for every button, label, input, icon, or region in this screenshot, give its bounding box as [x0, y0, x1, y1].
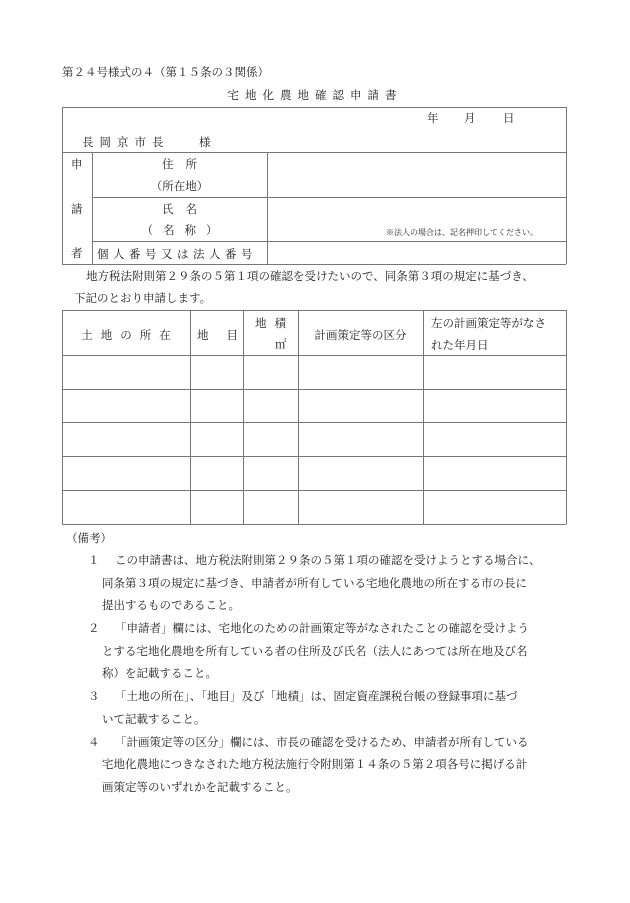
cell-category[interactable] — [191, 491, 242, 523]
cell-plan-date[interactable] — [424, 356, 565, 388]
cell-plan-type[interactable] — [299, 491, 422, 523]
cell-location[interactable] — [63, 457, 189, 489]
name-label: 氏名 — [162, 202, 209, 216]
cell-category[interactable] — [191, 457, 242, 489]
cell-location[interactable] — [63, 390, 189, 422]
cell-area[interactable] — [244, 457, 297, 489]
remark-line: この申請書は、地方税法附則第２９条の５第１項の確認を受けようとする場合に、 — [115, 553, 541, 567]
honorific: 様 — [199, 135, 211, 149]
addressee: 長岡京市長 — [82, 135, 170, 149]
cell-plan-type[interactable] — [299, 356, 422, 388]
header-area: 地積 — [255, 316, 294, 330]
remark-line: いて記載すること。 — [102, 711, 206, 726]
statement-line-1: 地方税法附則第２９条の５第１項の確認を受けたいので、同条第３項の規定に基づき、 — [86, 269, 534, 283]
remark-number: １ — [88, 553, 100, 567]
address-label: 住所 — [162, 157, 209, 171]
statement-line-2: 下記のとおり申請します。 — [74, 291, 212, 305]
address-field[interactable] — [268, 153, 565, 196]
cell-area[interactable] — [244, 423, 297, 455]
header-area-unit: ㎡ — [275, 337, 287, 351]
cell-plan-type[interactable] — [299, 423, 422, 455]
cell-plan-date[interactable] — [424, 423, 565, 455]
cell-plan-type[interactable] — [299, 390, 422, 422]
remark-line: 提出するものであること。 — [102, 598, 240, 612]
cell-plan-date[interactable] — [424, 491, 565, 523]
cell-category[interactable] — [191, 390, 242, 422]
remarks-heading: （備考） — [66, 531, 112, 545]
cell-plan-type[interactable] — [299, 457, 422, 489]
cell-area[interactable] — [244, 356, 297, 388]
remark-line: 画策定等のいずれかを記載すること。 — [102, 779, 298, 794]
header-location: 土地の所在 — [81, 328, 179, 342]
applicant-side-label-2: 請 — [71, 202, 83, 216]
remark-number: ３ — [88, 689, 100, 703]
date-year: 年 — [427, 111, 439, 125]
page-title: 宅地化農地確認申請書 — [227, 88, 403, 102]
header-plan-date-1: 左の計画策定等がなさ — [431, 316, 546, 330]
name-note: ※法人の場合は、記名押印してください。 — [386, 228, 538, 237]
remark-line: 宅地化農地につきなされた地方税法施行令附則第１４条の５第２項各号に掲げる計 — [102, 757, 528, 771]
applicant-side-label-3: 者 — [71, 246, 83, 260]
applicant-side-label-1: 申 — [71, 157, 83, 171]
remark-number: ４ — [88, 734, 100, 749]
cell-area[interactable] — [244, 491, 297, 523]
date-field[interactable] — [440, 122, 540, 146]
cell-category[interactable] — [191, 423, 242, 455]
cell-plan-date[interactable] — [424, 457, 565, 489]
header-plan-type: 計画策定等の区分 — [314, 328, 407, 342]
remark-line: 同条第３項の規定に基づき、申請者が所有している宅地化農地の所在する市の長に — [102, 575, 528, 590]
address-sublabel: （所在地） — [150, 179, 209, 193]
header-category: 地目 — [197, 328, 256, 342]
remark-line: 「計画策定等の区分」欄には、市長の確認を受けるため、申請者が所有している — [115, 734, 529, 749]
cell-area[interactable] — [244, 390, 297, 422]
name-sublabel: （名称） — [141, 223, 228, 237]
id-number-label: 個人番号又は法人番号 — [97, 247, 257, 261]
cell-location[interactable] — [63, 423, 189, 455]
remark-line: とする宅地化農地を所有している者の住所及び氏名（法人にあつては所在地及び名 — [102, 643, 528, 658]
remark-number: ２ — [88, 621, 100, 635]
form-number: 第２４号様式の４（第１５条の３関係） — [62, 65, 269, 79]
remark-line: 「土地の所在」、「地目」及び「地積」は、固定資産課税台帳の登録事項に基づ — [115, 689, 518, 703]
cell-category[interactable] — [191, 356, 242, 388]
header-plan-date-2: れた年月日 — [431, 338, 489, 352]
cell-location[interactable] — [63, 491, 189, 523]
date-month: 月 — [464, 111, 476, 125]
remark-line: 「申請者」欄には、宅地化のための計画策定等がなされたことの確認を受けよう — [115, 621, 529, 635]
id-number-field[interactable] — [268, 242, 565, 263]
date-day: 日 — [503, 111, 515, 125]
cell-location[interactable] — [63, 356, 189, 388]
cell-plan-date[interactable] — [424, 390, 565, 422]
remark-line: 称）を記載すること。 — [102, 666, 217, 680]
